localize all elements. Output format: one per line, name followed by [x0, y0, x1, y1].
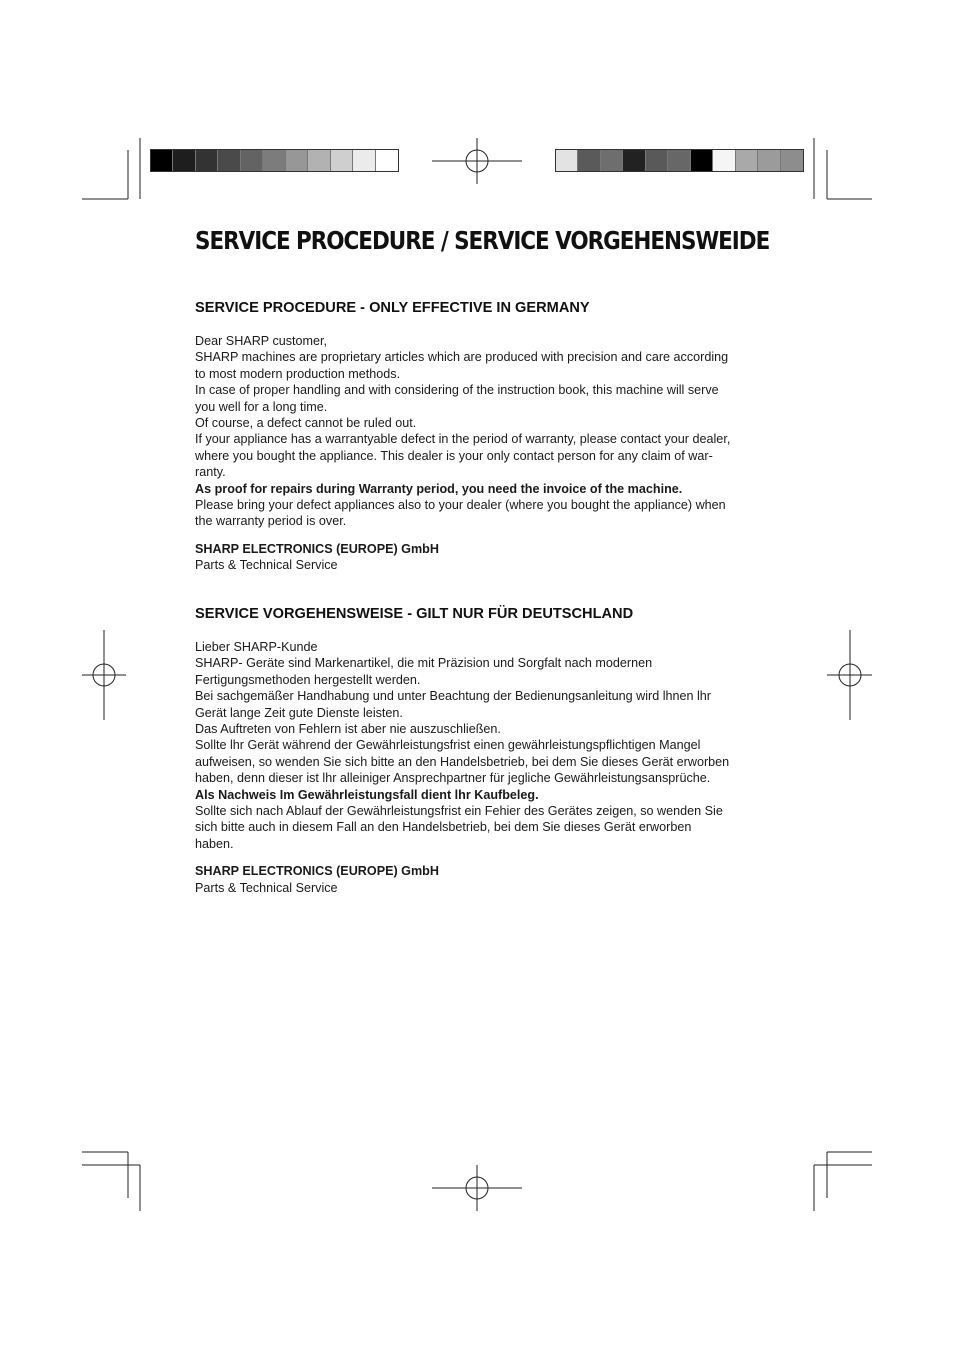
company-name: SHARP ELECTRONICS (EUROPE) GmbH [195, 864, 439, 879]
body-text [195, 333, 785, 530]
registration-mark-right [827, 630, 872, 720]
text-line: you well for a long time. [195, 399, 328, 414]
text-line: where you bought the appliance. This dealer is your only contact person for any claim of war- [195, 448, 713, 463]
color-swatch [308, 150, 330, 171]
section-german [195, 606, 785, 896]
text-line: SHARP- Geräte sind Markenartikel, die mit Präzision und Sorgfalt nach modernen [195, 656, 653, 671]
crop-mark-bottom-left [82, 1152, 140, 1211]
crop-mark-top-right [814, 138, 872, 199]
text-line: Bei sachgemäßer Handhabung und unter Beachtung der Bedienungsanleitung wird lhnen lhr [195, 689, 711, 704]
color-swatch [376, 150, 398, 171]
color-swatch [578, 150, 600, 171]
text-line: If your appliance has a warrantyable defect in the period of warranty, please contact your dealer, [195, 432, 731, 447]
text-line: the warranty period is over. [195, 514, 347, 529]
emphasis-line: Als Nachweis Im Gewährleistungsfall dient lhr Kaufbeleg. [195, 787, 539, 802]
text-line: Sollte lhr Gerät während der Gewährleistungsfrist einen gewährleistungspflichtigen Mangel [195, 738, 701, 753]
text-line: SHARP machines are proprietary articles which are produced with precision and care according [195, 350, 729, 365]
color-swatch [668, 150, 690, 171]
color-swatch [781, 150, 803, 171]
text-line: ranty. [195, 465, 226, 480]
text-line: Sollte sich nach Ablauf der Gewährleistungsfrist ein Fehier des Gerätes zeigen, so wenden Sie [195, 804, 723, 819]
color-swatch [241, 150, 263, 171]
crop-mark-bottom-right [814, 1152, 872, 1211]
color-swatch [623, 150, 645, 171]
department-name: Parts & Technical Service [195, 558, 338, 573]
color-swatch [151, 150, 173, 171]
registration-mark-top [432, 138, 522, 184]
text-line: haben, denn dieser ist lhr alleiniger Ansprechpartner für jegliche Gewährleistungsansprüche. [195, 771, 711, 786]
text-line: haben. [195, 836, 234, 851]
text-line: Das Auftreten von Fehlern ist aber nie auszuschließen. [195, 722, 501, 737]
color-swatch [173, 150, 195, 171]
text-line: In case of proper handling and with considering of the instruction book, this machine will serve [195, 383, 719, 398]
section-heading: SERVICE PROCEDURE - ONLY EFFECTIVE IN GERMANY [195, 300, 590, 316]
body-text [195, 639, 785, 852]
crop-mark-top-left [82, 138, 140, 199]
color-swatch [758, 150, 780, 171]
color-swatch [736, 150, 758, 171]
text-line: Fertigungsmethoden hergestellt werden. [195, 672, 421, 687]
emphasis-line: As proof for repairs during Warranty period, you need the invoice of the machine. [195, 481, 683, 496]
color-swatch [263, 150, 285, 171]
color-swatch [196, 150, 218, 171]
text-line: sich bitte auch in diesem Fall an den Handelsbetrieb, bei dem Sie dieses Gerät erworben [195, 820, 692, 835]
text-line: Of course, a defect cannot be ruled out. [195, 416, 417, 431]
signature-block [195, 863, 785, 896]
text-line: to most modern production methods. [195, 366, 401, 381]
color-swatch [286, 150, 308, 171]
registration-mark-bottom [432, 1165, 522, 1211]
color-bar-right [555, 149, 804, 172]
color-bar-left [150, 149, 399, 172]
text-line: aufweisen, so wenden Sie sich bitte an den Handelsbetrieb, bei dem Sie dieses Gerät erworben [195, 754, 730, 769]
text-line: Gerät lange Zeit gute Dienste leisten. [195, 705, 403, 720]
section-english [195, 300, 785, 574]
color-swatch [601, 150, 623, 171]
registration-mark-left [82, 630, 126, 720]
color-swatch [646, 150, 668, 171]
text-line: Please bring your defect appliances also to your dealer (where you bought the appliance) when [195, 498, 726, 513]
color-swatch [713, 150, 735, 171]
page-title: SERVICE PROCEDURE / SERVICE VORGEHENSWEIDE [195, 226, 770, 255]
color-swatch [556, 150, 578, 171]
color-swatch [331, 150, 353, 171]
department-name: Parts & Technical Service [195, 880, 338, 895]
section-heading: SERVICE VORGEHENSWEISE - GILT NUR FÜR DEUTSCHLAND [195, 606, 634, 622]
text-line: Lieber SHARP-Kunde [195, 640, 318, 654]
text-line: Dear SHARP customer, [195, 334, 328, 348]
signature-block [195, 541, 785, 574]
color-swatch [353, 150, 375, 171]
color-swatch [218, 150, 240, 171]
company-name: SHARP ELECTRONICS (EUROPE) GmbH [195, 541, 439, 556]
color-swatch [691, 150, 713, 171]
